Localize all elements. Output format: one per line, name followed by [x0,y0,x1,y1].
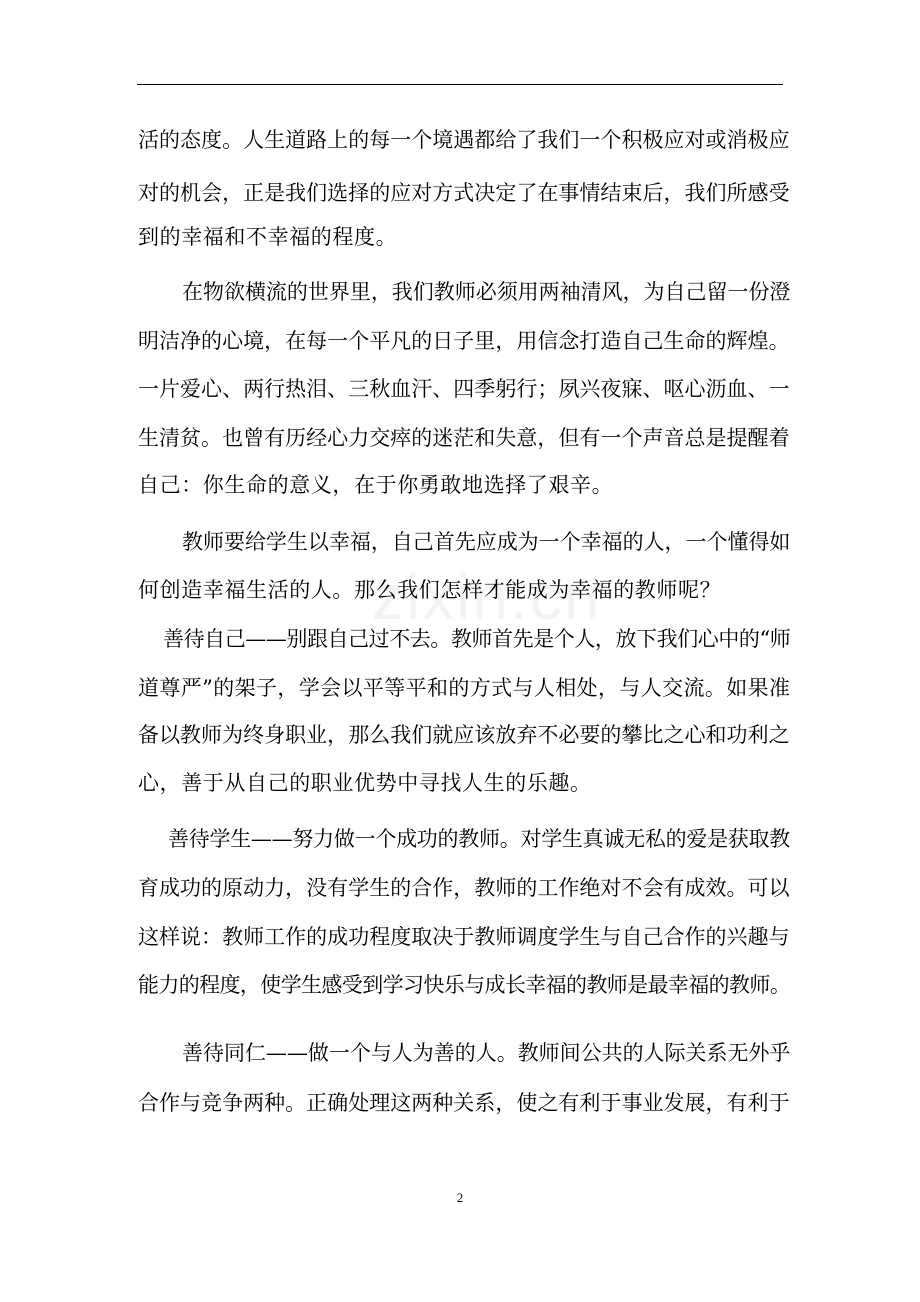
paragraph-4-line-1: 善待自己——别跟自己过不去。教师首先是个人，放下我们心中的“师 [163,627,791,651]
paragraph-4-line-3: 备以教师为终身职业，那么我们就应该放弃不必要的攀比之心和功利之 [138,723,790,747]
paragraph-5-line-4: 能力的程度，使学生感受到学习快乐与成长幸福的教师是最幸福的教师。 [138,973,791,997]
paragraph-3-line-1: 教师要给学生以幸福，自己首先应成为一个幸福的人，一个懂得如 [182,530,791,554]
paragraph-4-line-2: 道尊严”的架子，学会以平等平和的方式与人相处，与人交流。如果准 [138,676,791,700]
paragraph-5-line-2: 育成功的原动力，没有学生的合作，教师的工作绝对不会有成效。可以 [138,876,790,900]
paragraph-2-line-2: 明洁净的心境，在每一个平凡的日子里，用信念打造自己生命的辉煌。 [138,329,790,353]
paragraph-2-line-1: 在物欲横流的世界里，我们教师必须用两袖清风，为自己留一份澄 [182,280,791,304]
paragraph-4-line-4: 心，善于从自己的职业优势中寻找人生的乐趣。 [138,771,592,795]
paragraph-2-line-5: 自己：你生命的意义，在于你勇敢地选择了艰辛。 [138,473,614,497]
paragraph-1-line-1: 活的态度。人生道路上的每一个境遇都给了我们一个积极应对或消极应 [138,128,790,152]
page-number: 2 [456,1190,464,1205]
paragraph-6-line-1: 善待同仁——做一个与人为善的人。教师间公共的人际关系无外乎 [182,1041,791,1065]
paragraph-1-line-3: 到的幸福和不幸福的程度。 [138,225,398,249]
paragraph-6-line-2: 合作与竞争两种。正确处理这两种关系，使之有利于事业发展，有利于 [138,1091,790,1115]
paragraph-1-line-2: 对的机会，正是我们选择的应对方式决定了在事情结束后，我们所感受 [138,181,790,205]
paragraph-2-line-3: 一片爱心、两行热泪、三秋血汗、四季躬行；夙兴夜寐、呕心沥血、一 [138,377,790,401]
header-rule [137,84,783,85]
paragraph-2-line-4: 生清贫。也曾有历经心力交瘁的迷茫和失意，但有一个声音总是提醒着 [138,426,790,450]
paragraph-5-line-3: 这样说：教师工作的成功程度取决于教师调度学生与自己合作的兴趣与 [138,925,790,949]
paragraph-5-line-1: 善待学生——努力做一个成功的教师。对学生真诚无私的爱是获取教 [168,827,790,851]
paragraph-3-line-2: 何创造幸福生活的人。那么我们怎样才能成为幸福的教师呢？ [138,578,722,602]
